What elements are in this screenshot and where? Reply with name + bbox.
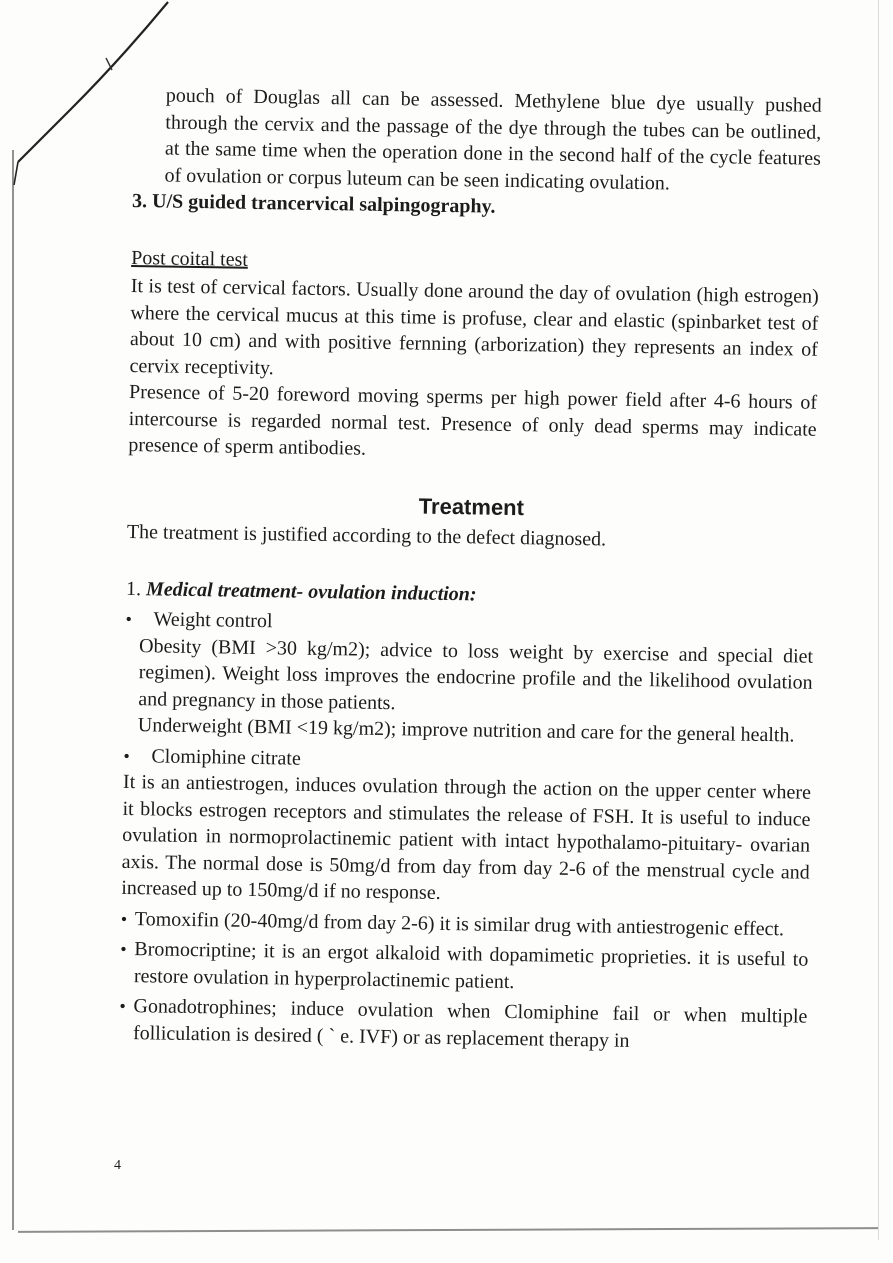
scan-edge-bottom [18,1227,878,1233]
bullet-icon: • [125,608,133,630]
bullet-icon: • [120,908,128,929]
bullet-icon: • [123,745,130,766]
treatment-intro: The treatment is justified according to the defect diagnosed. [126,520,607,551]
list-item-gonadotrophines [119,993,808,1057]
scan-edge-left [12,150,14,1230]
page-number: 4 [114,1158,121,1173]
bullet-icon: • [119,995,126,1016]
scan-edge-right [878,0,879,1240]
list-item-bromocriptine [120,936,809,1000]
top-paragraph: pouch of Douglas all can be assessed. Methylene blue dye usually pushed through the cervix and the passage of the dye through the tubes can be outlined, at the same time when the operation done in the second half of the cycle features of ovulation or corpus luteum can be seen indicating ovulation. [164,84,822,194]
page-content [119,82,822,1057]
post-coital-paragraph-2: Presence of 5-20 foreword moving sperms per high power field after 4-6 hours of intercourse is regarded normal test. Presence of only dead sperms may indicate presence of sperm antibodies. [128,380,818,460]
list-item-text: Bromocriptine; it is an ergot alkaloid with dopamimetic proprieties. it is useful to restore ovulation in hyperprolactinemic patient. [133,938,809,993]
list-item-text: Gonadotrophines; induce ovulation when Clomiphine fail or when multiple folliculation is desired ( ` e. IVF) or as replacement therapy in [132,995,808,1052]
list-item-label: Weight control [153,608,273,633]
bullet-icon: • [120,938,127,959]
weight-control-underweight: Underweight (BMI <19 kg/m2); improve nutrition and care for the general health. [137,714,795,747]
clomiphine-paragraph: It is an antiestrogen, induces ovulation through the action on the upper center where it blocks estrogen receptors and stimulates the release of FSH. It is useful to induce ovulation in normoprolactinemic patient with intact hypothalamo-pituitary- ovarian axis. The normal dose is 50mg/d from day from day 2-6 of the menstrual cycle and increased up to 150mg/d if no response. [121,770,812,904]
medical-heading-number: 1. [125,577,142,600]
treatment-title: Treatment [418,493,525,520]
list-item-text: Tomoxifin (20-40mg/d from day 2-6) it is similar drug with antiestrogenic effect. [134,907,785,940]
weight-control-obesity: Obesity (BMI >30 kg/m2); advice to loss weight by exercise and special diet regimen). Weight loss improves the endocrine profile and the likelihood ovulation and pregnancy in those patients. [138,634,814,714]
post-coital-paragraph-1: It is test of cervical factors. Usually done around the day of ovulation (high estrogen) where the cervical mucus at this time is profuse, clear and elastic (spinbarket test of about 10 cm) and with positive fernning (arborization) they represents an index of cervix receptivity. [129,274,819,379]
post-coital-heading: Post coital test [131,246,249,271]
medical-heading-text: Medical treatment- ovulation induction: [145,577,477,605]
numbered-heading: 3. U/S guided trancervical salpingography. [131,189,496,218]
list-item-label: Clomiphine citrate [151,744,301,770]
